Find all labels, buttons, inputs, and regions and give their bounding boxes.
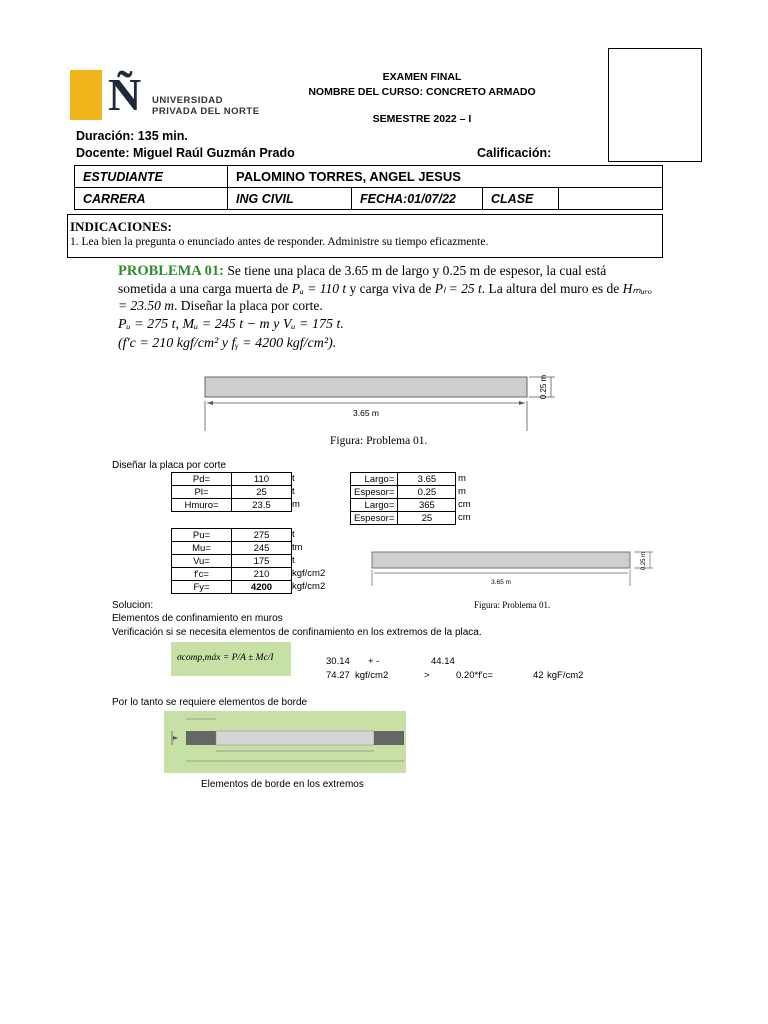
logo-n-icon: Ñ [108, 69, 142, 120]
geom-value: 0.25 [398, 486, 456, 499]
force-value: 175 [232, 555, 292, 568]
length-dim-label-small: 3.65 m [491, 579, 511, 586]
stress-formula: σcomp,máx = P/A ± Mc/I [177, 653, 274, 663]
semester: SEMESTRE 2022 – I [372, 113, 472, 125]
force-unit: t [292, 529, 295, 540]
problem-statement [118, 262, 658, 314]
figure-caption-2: Figura: Problema 01. [474, 600, 551, 610]
force-key: Mu= [172, 542, 232, 555]
stress-unit: kgf/cm2 [355, 670, 389, 681]
problem-text-d: . Diseñar la placa por corte. [173, 298, 323, 313]
wall-figure-2 [368, 546, 668, 596]
geom-unit: m [458, 473, 466, 484]
force-key: f'c= [172, 568, 232, 581]
force-value: 245 [232, 542, 292, 555]
exam-title: EXAMEN FINAL [382, 71, 462, 83]
force-unit: tm [292, 542, 303, 553]
load-value: 25 [232, 486, 292, 499]
duration: Duración: 135 min. [76, 129, 188, 143]
force-key: Vu= [172, 555, 232, 568]
problem-pl: Pₗ = 25 t [434, 281, 482, 296]
geom-unit: cm [458, 499, 471, 510]
figure-caption-1: Figura: Problema 01. [330, 435, 428, 447]
boundary-element-right [374, 731, 404, 745]
loads-table [171, 472, 292, 512]
logo-line2: PRIVADA DEL NORTE [152, 106, 260, 117]
class-value[interactable] [559, 188, 663, 210]
problem-text-a: Se tiene una placa de 3.65 m de largo y 0.25 m de espesor, la cual está sometida a una carga muerta de [118, 263, 607, 296]
sheet-title: Diseñar la placa por corte [112, 460, 226, 471]
problem-eq2: (f′c = 210 kgf/cm² y fᵧ = 4200 kgf/cm²). [118, 336, 337, 351]
geom-key: Largo= [351, 499, 398, 512]
problem-text-c: . La altura del muro es de [481, 281, 623, 296]
force-key: Fy= [172, 581, 232, 594]
wall-body [216, 731, 374, 745]
solution-label: Solucion: [112, 600, 154, 611]
geom-value: 365 [398, 499, 456, 512]
geom-value: 25 [398, 512, 456, 525]
load-unit: m [292, 499, 300, 510]
geom-unit: cm [458, 512, 471, 523]
exam-date: FECHA:01/07/22 [352, 188, 483, 210]
force-value: 4200 [232, 581, 292, 594]
indications-title: INDICACIONES: [70, 219, 172, 234]
force-unit: kgf/cm2 [292, 581, 326, 592]
force-value: 275 [232, 529, 292, 542]
thick-dim-label-small: 0.25 m [641, 551, 647, 571]
logo-line1: UNIVERSIDAD [152, 95, 223, 106]
load-key: Pl= [172, 486, 232, 499]
forces-table [171, 528, 292, 594]
load-value: 23.5 [232, 499, 292, 512]
stress-value-3: 74.27 [326, 670, 350, 681]
formula-box [171, 642, 291, 676]
problem-title: PROBLEMA 01: [118, 263, 224, 279]
load-key: Pd= [172, 473, 232, 486]
geom-unit: m [458, 486, 466, 497]
load-unit: t [292, 486, 295, 497]
greater-than: > [424, 670, 430, 681]
teacher: Docente: Miguel Raúl Guzmán Prado [76, 146, 295, 160]
career-label: CARRERA [75, 188, 228, 210]
figure-caption-3: Elementos de borde en los extremos [201, 779, 364, 790]
geom-value: 3.65 [398, 473, 456, 486]
limit-unit: kgF/cm2 [547, 670, 584, 681]
load-key: Hmuro= [172, 499, 232, 512]
boundary-element-left [186, 731, 216, 745]
problem-hm: Hₘᵤᵣₒ = 23.50 m [118, 281, 652, 313]
boundary-figure-bg [164, 711, 406, 773]
problem-pd: Pₐ = 110 t [291, 281, 347, 296]
boundary-elements-figure [164, 711, 406, 773]
force-key: Pu= [172, 529, 232, 542]
force-unit: kgf/cm2 [292, 568, 326, 579]
course-name: NOMBRE DEL CURSO: CONCRETO ARMADO [308, 86, 536, 98]
indications-box [67, 214, 663, 258]
geom-key: Largo= [351, 473, 398, 486]
wall-rect [205, 377, 527, 397]
class-label: CLASE [483, 188, 559, 210]
conclusion-text: Por lo tanto se requiere elementos de borde [112, 697, 308, 708]
wall-rect-small [372, 552, 630, 568]
geom-key: Espesor= [351, 512, 398, 525]
student-label: ESTUDIANTE [75, 166, 228, 188]
force-unit: t [292, 555, 295, 566]
confinement-title: Elementos de confinamiento en muros [112, 613, 283, 624]
stress-value-1: 30.14 [326, 656, 350, 667]
load-unit: t [292, 473, 295, 484]
student-value: PALOMINO TORRES, ANGEL JESUS [228, 166, 663, 188]
length-dim-label: 3.65 m [353, 408, 379, 418]
student-info-table [74, 165, 663, 210]
geom-key: Espesor= [351, 486, 398, 499]
career-value: ING CIVIL [228, 188, 352, 210]
load-value: 110 [232, 473, 292, 486]
verification-text: Verificación si se necesita elementos de confinamiento en los extremos de la placa. [112, 627, 482, 638]
university-logo [70, 70, 266, 120]
plus-minus: + - [368, 656, 380, 667]
thick-dim-label: 0.25 m [539, 374, 548, 400]
geometry-table [350, 472, 456, 525]
limit-value: 42 [533, 670, 544, 681]
grade-box[interactable] [608, 48, 702, 162]
problem-text-b: y carga viva de [346, 281, 435, 296]
stress-value-2: 44.14 [431, 656, 455, 667]
problem-eq1: Pᵤ = 275 t, Mᵤ = 245 t − m y Vᵤ = 175 t. [118, 317, 344, 332]
grade-label: Calificación: [477, 146, 552, 160]
condition: 0.20*f'c= [456, 670, 493, 681]
wall-figure-1 [195, 365, 575, 435]
force-value: 210 [232, 568, 292, 581]
indications-item: 1. Lea bien la pregunta o enunciado antes de responder. Administre su tiempo eficazmente. [70, 236, 489, 248]
logo-yellow-bar [70, 70, 102, 120]
